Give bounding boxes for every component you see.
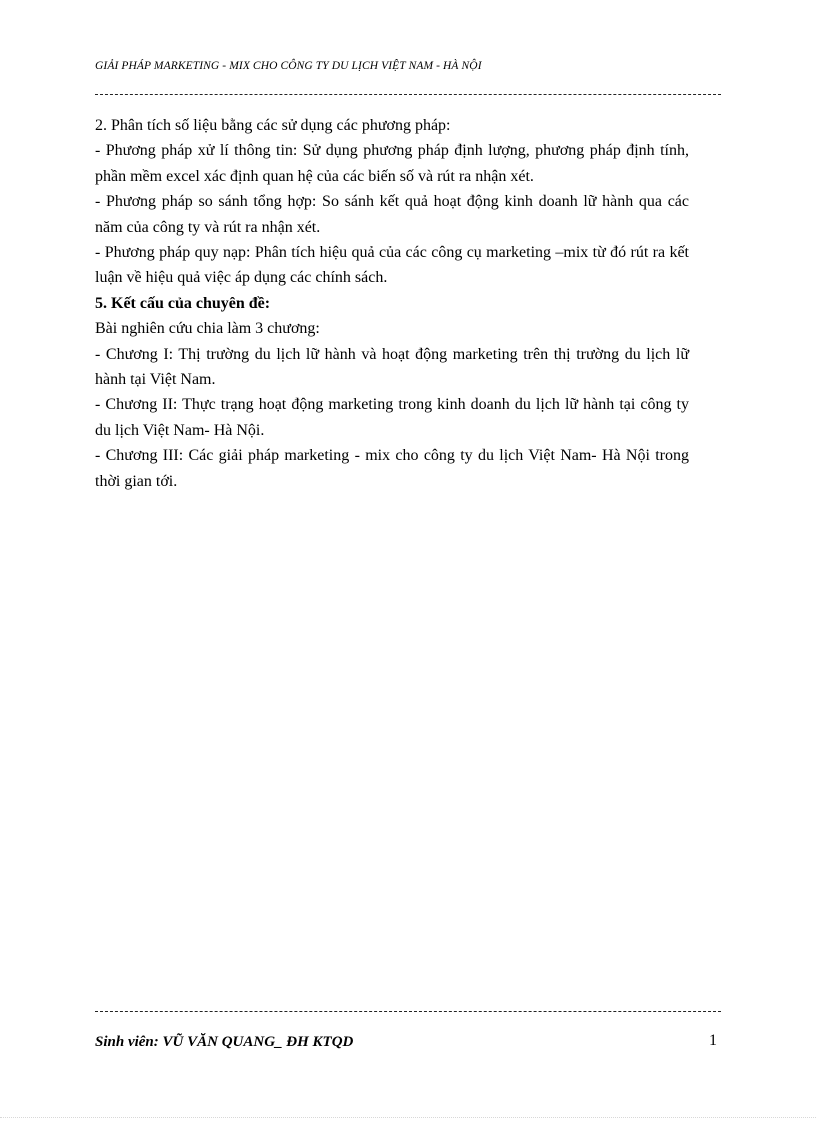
methods-intro: 2. Phân tích số liệu bằng các sử dụng các phương pháp: — [95, 117, 451, 134]
section-heading-structure: 5. Kết cấu của chuyên đề: — [95, 294, 271, 312]
method-induction: - Phương pháp quy nạp: Phân tích hiệu quả của các công cụ marketing –mix từ đó rút ra kết luận về hiệu quả việc áp dụng các chính sách. — [95, 244, 689, 287]
footer-student-name: Sinh viên: VŨ VĂN QUANG_ ĐH KTQD — [95, 1034, 354, 1050]
chapter-1-item: - Chương I: Thị trường du lịch lữ hành và hoạt động marketing trên thị trường du lịch lữ hành tại Việt Nam. — [95, 345, 689, 389]
page-number: 1 — [709, 1032, 717, 1049]
structure-intro: Bài nghiên cứu chia làm 3 chương: — [95, 320, 320, 338]
page-edge-divider — [0, 1117, 816, 1118]
method-comparison: - Phương pháp so sánh tổng hợp: So sánh kết quả hoạt động kinh doanh lữ hành qua các năm của công ty và rút ra nhận xét. — [95, 193, 689, 236]
footer-divider — [95, 1011, 721, 1012]
chapter-2-item: - Chương II: Thực trạng hoạt động marketing trong kinh doanh du lịch lữ hành tại công ty du lịch Việt Nam- Hà Nội. — [95, 396, 689, 439]
chapter-3-item: - Chương III: Các giải pháp marketing - mix cho công ty du lịch Việt Nam- Hà Nội trong thời gian tới. — [95, 447, 689, 490]
running-header: GIẢI PHÁP MARKETING - MIX CHO CÔNG TY DU LỊCH VIỆT NAM - HÀ NỘI — [95, 60, 482, 72]
header-divider — [95, 94, 721, 95]
document-body — [95, 113, 689, 494]
method-information-processing: - Phương pháp xử lí thông tin: Sử dụng phương pháp định lượng, phương pháp định tính, phần mềm excel xác định quan hệ của các biến số và rút ra nhận xét. — [95, 142, 689, 185]
